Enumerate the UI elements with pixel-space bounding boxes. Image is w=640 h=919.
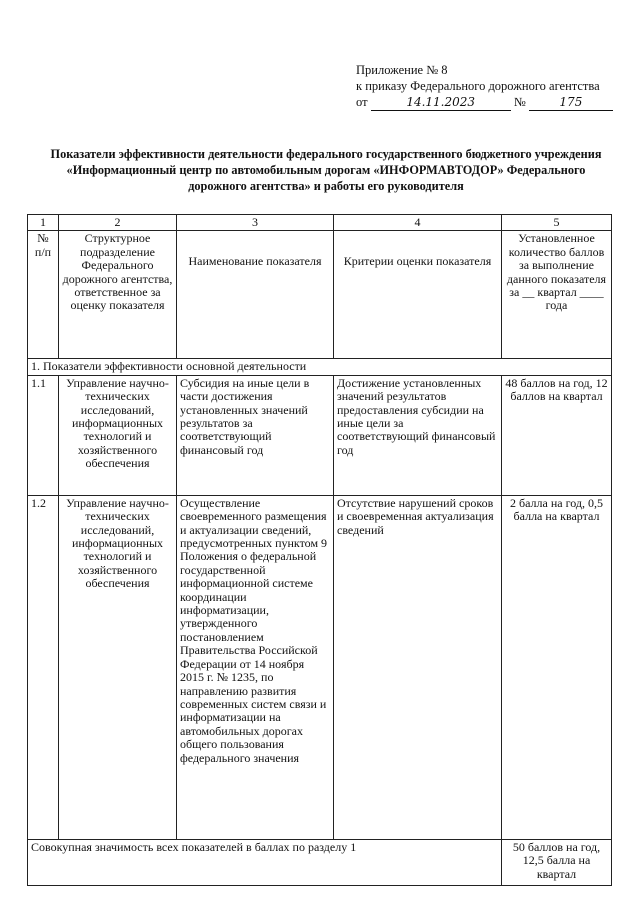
section-title: 1. Показатели эффективности основной деятельности: [28, 359, 612, 375]
col-number: 2: [59, 215, 177, 231]
header-unit: Структурное подразделение Федерального дорожного агентства, ответственное за оценку показателя: [59, 231, 177, 359]
header-criteria: Критерии оценки показателя: [334, 231, 502, 359]
appendix-header: [356, 62, 616, 111]
row-unit: Управление научно-технических исследований, информационных технологий и хозяйственного обеспечения: [59, 495, 177, 839]
table-row: [28, 375, 612, 495]
row-num: 1.1: [28, 375, 59, 495]
order-reference: к приказу Федерального дорожного агентства: [356, 79, 600, 93]
total-points: 50 баллов на год, 12,5 балла на квартал: [502, 839, 612, 885]
title-line-3: дорожного агентства» и работы его руководителя: [188, 179, 464, 193]
row-points: 2 балла на год, 0,5 балла на квартал: [502, 495, 612, 839]
title-line-1: Показатели эффективности деятельности федерального государственного бюджетного учреждения: [50, 147, 602, 161]
header-num: № п/п: [28, 231, 59, 359]
header-indicator: Наименование показателя: [177, 231, 334, 359]
header-points: Установленное количество баллов за выполнение данного показателя за __ квартал ____ года: [502, 231, 612, 359]
title-line-2: «Информационный центр по автомобильным дорогам «ИНФОРМАВТОДОР» Федерального: [66, 163, 586, 177]
total-label: Совокупная значимость всех показателей в баллах по разделу 1: [28, 839, 502, 885]
order-number: 175: [529, 94, 613, 111]
column-number-row: [28, 215, 612, 231]
header-row: [28, 231, 612, 359]
order-date-number: [356, 94, 616, 111]
appendix-title: Приложение № 8: [356, 63, 448, 77]
row-criteria: Отсутствие нарушений сроков и своевременная актуализация сведений: [334, 495, 502, 839]
document-title: [28, 146, 624, 194]
col-number: 1: [28, 215, 59, 231]
total-row: [28, 839, 612, 885]
col-number: 4: [334, 215, 502, 231]
table-row: [28, 495, 612, 839]
indicators-table: [27, 214, 612, 886]
row-unit: Управление научно-технических исследований, информационных технологий и хозяйственного обеспечения: [59, 375, 177, 495]
row-num: 1.2: [28, 495, 59, 839]
order-date: 14.11.2023: [371, 94, 511, 111]
row-indicator: Осуществление своевременного размещения и актуализации сведений, предусмотренных пунктом 9 Положения о федеральной государственной информационной системе координации информатизации, утвержденного постановлением Правительства Российской Федерации от 14 ноября 2015 г. № 1235, по направлению развития современных систем связи и информатизации на автомобильных дорогах общего пользования федерального значения: [177, 495, 334, 839]
row-criteria: Достижение установленных значений результатов предоставления субсидии на иные цели за соответствующий финансовый год: [334, 375, 502, 495]
date-prefix: от: [356, 95, 368, 109]
row-indicator: Субсидия на иные цели в части достижения установленных значений результатов за соответствующий финансовый год: [177, 375, 334, 495]
section-row: [28, 359, 612, 375]
col-number: 5: [502, 215, 612, 231]
col-number: 3: [177, 215, 334, 231]
number-prefix: №: [513, 95, 526, 109]
row-points: 48 баллов на год, 12 баллов на квартал: [502, 375, 612, 495]
